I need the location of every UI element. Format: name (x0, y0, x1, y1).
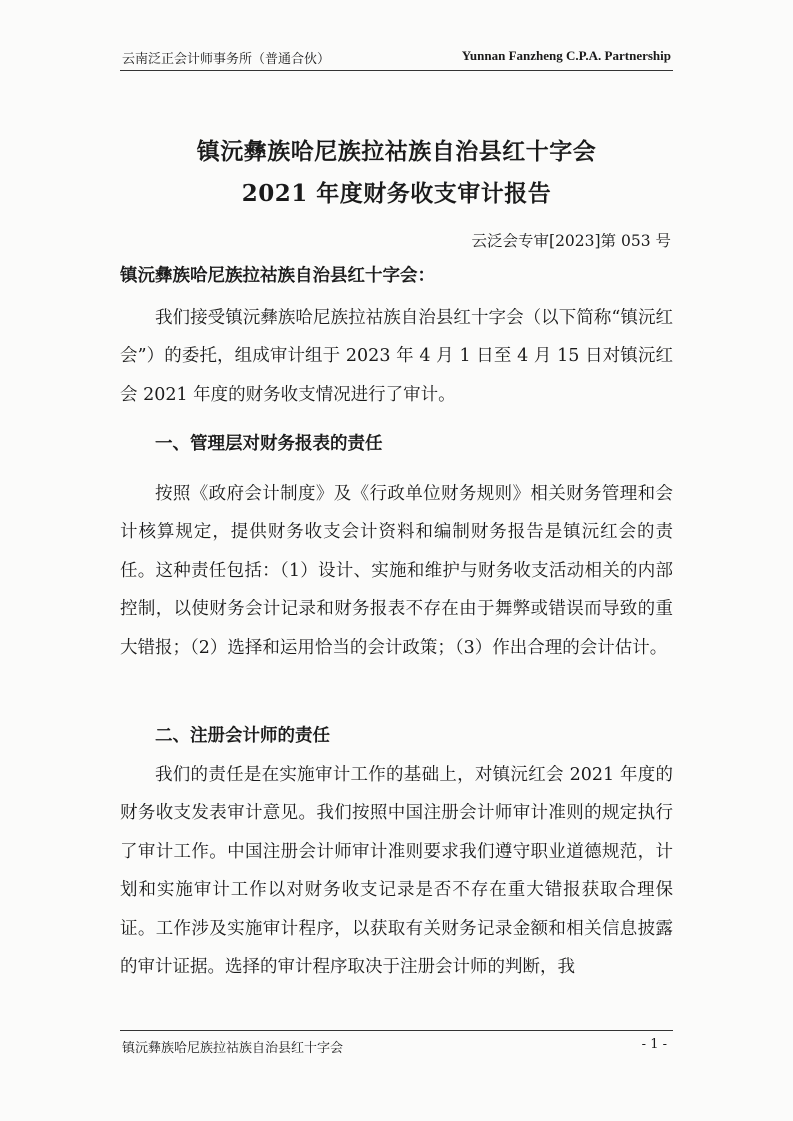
reference-number: 云泛会专审[2023]第 053 号 (471, 232, 671, 250)
footer-organization: 镇沅彝族哈尼族拉祜族自治县红十字会 (122, 1041, 344, 1056)
header-firm-name-cn: 云南泛正会计师事务所（普通合伙） (122, 52, 331, 67)
addressee: 镇沅彝族哈尼族拉祜族自治县红十字会： (120, 266, 435, 286)
header-firm-name-en: Yunnan Fanzheng C.P.A. Partnership (461, 48, 671, 63)
management-responsibility-paragraph: 按照《政府会计制度》及《行政单位财务规则》相关财务管理和会计核算规定，提供财务收支会计资料和编制财务报告是镇沅红会的责任。这种责任包括：（1）设计、实施和维护与财务收支活动相关的内部控制，以使财务会计记录和财务报表不存在由于舞弊或错误而导致的重大错报；（2）选择和运用恰当的会计政策；（3）作出合理的会计估计。 (120, 484, 673, 658)
cpa-responsibility-paragraph: 我们的责任是在实施审计工作的基础上，对镇沅红会 2021 年度的财务收支发表审计意见。我们按照中国注册会计师审计准则的规定执行了审计工作。中国注册会计师审计准则要求我们遵守职业道德规范，计划和实施审计工作以对财务收支记录是否不存在重大错报获取合理保证。工作涉及实施审计程序，以获取有关财务记录金额和相关信息披露的审计证据。选择的审计程序取决于注册会计师的判断，我 (120, 765, 673, 978)
page-number: - 1 - (641, 1037, 667, 1052)
section-heading-management: 一、管理层对财务报表的责任 (155, 434, 383, 454)
intro-paragraph: 我们接受镇沅彝族哈尼族拉祜族自治县红十字会（以下简称“镇沅红会”）的委托，组成审计组于 2023 年 4 月 1 日至 4 月 15 日对镇沅红会 2021 年度的财务收支情况进行了审计。 (120, 308, 673, 405)
report-title-line-2: 2021 年度财务收支审计报告 (241, 180, 552, 207)
page-header (120, 42, 673, 71)
section-heading-cpa: 二、注册会计师的责任 (155, 726, 330, 746)
report-title-line-1: 镇沅彝族哈尼族拉祜族自治县红十字会 (196, 138, 597, 165)
page-footer (120, 1030, 673, 1055)
